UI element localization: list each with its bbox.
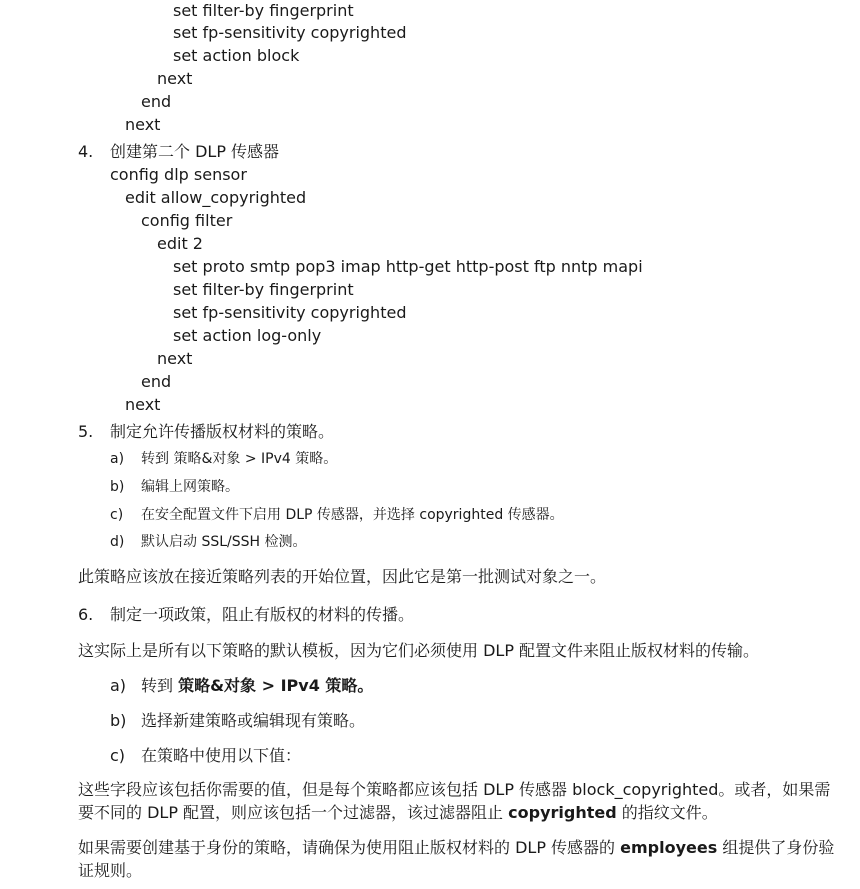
list-item: 编辑上网策略。 [141,479,239,495]
step-number: 6. [78,605,94,624]
code-line: set filter-by fingerprint [173,280,354,299]
list-item [141,675,373,697]
keyword: employees [620,838,718,857]
list-marker: c) [110,507,124,523]
code-line: edit allow_copyrighted [125,188,307,207]
paragraph-line: 这些字段应该包括你需要的值，但是每个策略都应该包括 DLP 传感器 block_copyrighted。或者，如果需 [78,780,831,799]
code-line: config dlp sensor [110,165,247,184]
code-line: set filter-by fingerprint [173,1,354,20]
step-number: 4. [78,142,94,161]
paragraph-line [78,802,718,824]
text-span: 要不同的 DLP 配置，则应该包括一个过滤器，该过滤器阻止 [78,803,509,822]
keyword: copyrighted [508,803,617,822]
list-item: 在安全配置文件下启用 DLP 传感器，并选择 copyrighted 传感器。 [141,507,564,523]
text-span: 的指纹文件。 [616,803,718,822]
step-title: 制定允许传播版权材料的策略。 [110,422,335,441]
code-line: set action log-only [173,326,322,345]
paragraph: 这实际上是所有以下策略的默认模板，因为它们必须使用 DLP 配置文件来阻止版权材料的传输。 [78,641,760,660]
code-line: config filter [141,211,233,230]
code-line: next [157,69,193,88]
code-line: next [157,349,193,368]
text-span: 如果需要创建基于身份的策略，请确保为使用阻止版权材料的 DLP 传感器的 [78,838,621,857]
code-line: set fp-sensitivity copyrighted [173,303,407,322]
list-item: 在策略中使用以下值： [141,746,302,765]
list-item: 默认启动 SSL/SSH 检测。 [141,534,307,550]
code-line: set proto smtp pop3 imap http-get http-post ftp nntp mapi [173,257,643,276]
list-marker: c) [110,746,126,765]
code-line: edit 2 [157,234,203,253]
list-item: 选择新建策略或编辑现有策略。 [141,711,366,730]
list-marker: a) [110,451,125,467]
code-line: end [141,372,172,391]
list-marker: b) [110,479,125,495]
code-line: set fp-sensitivity copyrighted [173,23,407,42]
code-line: next [125,395,161,414]
step-title: 创建第二个 DLP 传感器 [110,142,280,161]
list-item-text: 转到 [141,676,179,695]
step-title: 制定一项政策，阻止有版权的材料的传播。 [110,605,415,624]
list-marker: a) [110,676,127,695]
code-line: end [141,92,172,111]
list-marker: b) [110,711,127,730]
paragraph-line [78,837,834,859]
list-item: 转到 策略&对象 > IPv4 策略。 [141,451,338,467]
text-span: 组提供了身份验 [717,838,835,857]
menu-path: 策略&对象 > IPv4 策略。 [178,676,374,695]
step-number: 5. [78,422,94,441]
list-marker: d) [110,534,125,550]
paragraph: 此策略应该放在接近策略列表的开始位置，因此它是第一批测试对象之一。 [78,567,607,586]
paragraph-line: 证规则。 [78,861,143,880]
code-line: next [125,115,161,134]
code-line: set action block [173,46,300,65]
